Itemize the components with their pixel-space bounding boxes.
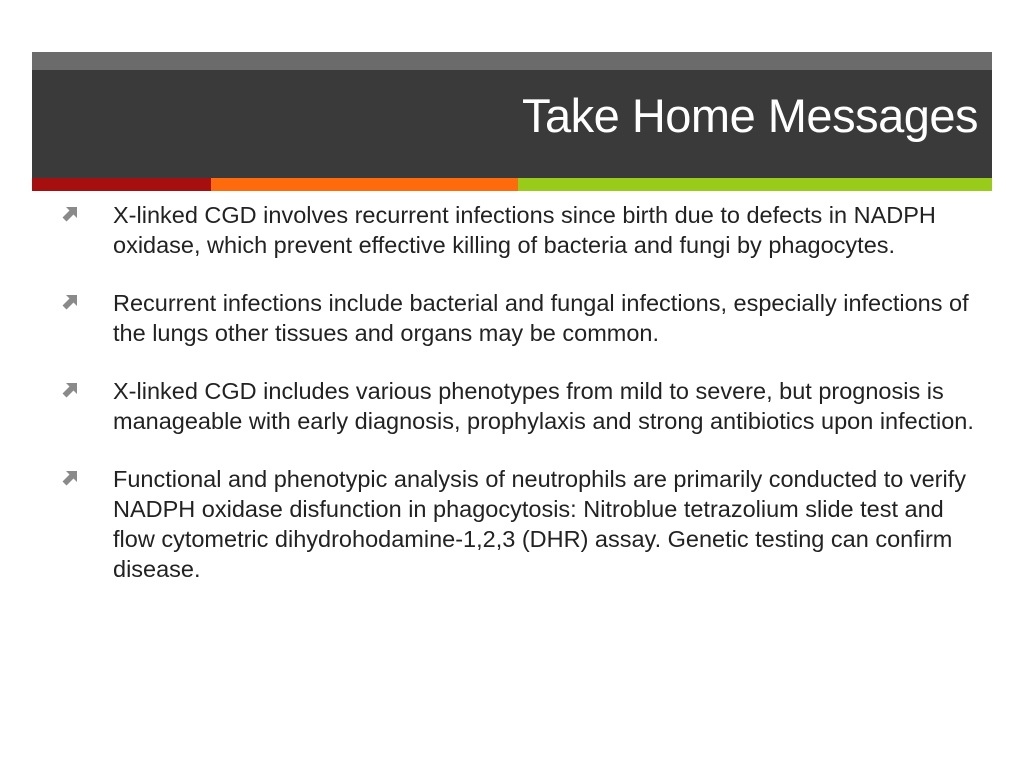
- bullet-item: [62, 464, 982, 584]
- slide-title: Take Home Messages: [522, 89, 978, 142]
- accent-bar: [32, 178, 992, 191]
- bullet-list: [62, 200, 982, 612]
- bullet-text: Functional and phenotypic analysis of neutrophils are primarily conducted to verify NADPH oxidase disfunction in phagocytosis: Nitroblue tetrazolium slide test and flow cytometric dihydrohodamine-1,2,3 (DHR) assay. Genetic testing can confirm disease.: [113, 466, 966, 582]
- accent-bar-red-segment: [32, 178, 211, 191]
- arrow-up-right-icon: [62, 382, 78, 398]
- bullet-text: X-linked CGD involves recurrent infections since birth due to defects in NADPH oxidase, which prevent effective killing of bacteria and fungi by phagocytes.: [113, 202, 936, 258]
- bullet-text: Recurrent infections include bacterial and fungal infections, especially infections of the lungs other tissues and organs may be common.: [113, 290, 969, 346]
- arrow-up-right-icon: [62, 294, 78, 310]
- bullet-text: X-linked CGD includes various phenotypes from mild to severe, but prognosis is manageable with early diagnosis, prophylaxis and strong antibiotics upon infection.: [113, 378, 974, 434]
- arrow-up-right-icon: [62, 470, 78, 486]
- accent-bar-green-segment: [518, 178, 992, 191]
- bullet-item: [62, 376, 982, 436]
- accent-bar-orange-segment: [211, 178, 518, 191]
- title-band-top-stripe: [32, 52, 992, 70]
- arrow-up-right-icon: [62, 206, 78, 222]
- bullet-item: [62, 288, 982, 348]
- bullet-item: [62, 200, 982, 260]
- title-band: [32, 52, 992, 178]
